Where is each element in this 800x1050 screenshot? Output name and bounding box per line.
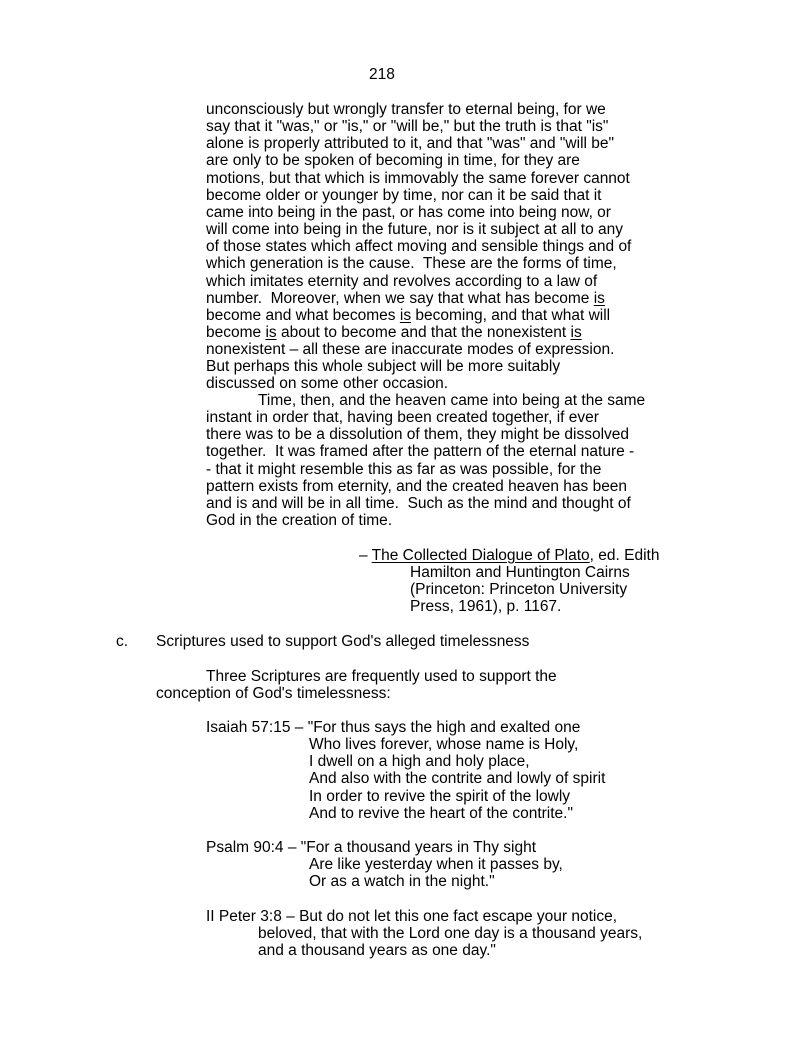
quote-line: become is about to become and that the nonexistent is (206, 323, 582, 341)
scripture-first-line (206, 908, 617, 925)
citation-title: The Collected Dialogue of Plato (371, 547, 590, 564)
scripture-line: In order to revive the spirit of the lowly (309, 787, 571, 805)
scripture-reference: Psalm 90:4 – (206, 839, 301, 856)
quote-line: came into being in the past, or has come into being now, or (206, 203, 611, 221)
quote-line: - that it might resemble this as far as was possible, for the (206, 460, 602, 478)
quote-line: But perhaps this whole subject will be more suitably (206, 358, 561, 376)
citation-line: – The Collected Dialogue of Plato, ed. Edith (359, 547, 660, 564)
scripture-line: Or as a watch in the night." (309, 873, 495, 891)
quote-line: there was to be a dissolution of them, they might be dissolved (206, 426, 630, 444)
quote-line: Time, then, and the heaven came into being at the same (258, 392, 646, 409)
quote-line: unconsciously but wrongly transfer to eternal being, for we (206, 101, 606, 118)
page-number: 218 (369, 66, 395, 83)
quote-line: together. It was framed after the pattern of the eternal nature - (206, 443, 635, 461)
quote-line: and is and will be in all time. Such as the mind and thought of (206, 494, 631, 512)
underlined-word: is (593, 289, 605, 307)
quote-line: which imitates eternity and revolves according to a law of (206, 272, 598, 290)
section-intro-line: conception of God's timelessness: (156, 685, 391, 702)
scripture-text: "For thus says the high and exalted one (307, 719, 581, 736)
quote-line: alone is properly attributed to it, and that "was" and "will be" (206, 135, 615, 153)
citation-line: Press, 1961), p. 1167. (410, 598, 562, 616)
scripture-line: and a thousand years as one day." (258, 942, 496, 960)
scripture-first-line (206, 719, 580, 736)
section-intro-line: Three Scriptures are frequently used to support the (206, 668, 557, 685)
scripture-line: And also with the contrite and lowly of spirit (309, 770, 606, 788)
scripture-line: And to revive the heart of the contrite." (309, 804, 573, 822)
quote-line: say that it "was," or "is," or "will be," but the truth is that "is" (206, 118, 609, 136)
scripture-line: beloved, that with the Lord one day is a thousand years, (258, 925, 643, 943)
scripture-text: But do not let this one fact escape your notice, (299, 908, 618, 925)
quote-line: pattern exists from eternity, and the created heaven has been (206, 477, 628, 495)
section-heading: Scriptures used to support God's alleged timelessness (156, 633, 530, 650)
citation-line: Hamilton and Huntington Cairns (410, 564, 630, 581)
scripture-line: I dwell on a high and holy place, (309, 753, 530, 771)
section-label: c. (116, 633, 129, 650)
scripture-line: Are like yesterday when it passes by, (309, 856, 563, 874)
quote-line: number. Moreover, when we say that what has become is (206, 289, 605, 307)
underlined-word: is (570, 323, 582, 341)
scripture-reference: II Peter 3:8 – (206, 908, 300, 925)
quote-line: discussed on some other occasion. (206, 375, 449, 393)
scripture-first-line (206, 839, 536, 856)
quote-line: which generation is the cause. These are the forms of time, (206, 255, 617, 273)
citation-line: (Princeton: Princeton University (410, 581, 628, 599)
scripture-line: Who lives forever, whose name is Holy, (309, 736, 579, 754)
quote-line: become older or younger by time, nor can it be said that it (206, 186, 602, 204)
quote-line: will come into being in the future, nor is it subject at all to any (206, 221, 623, 239)
quote-line: instant in order that, having been created together, if ever (206, 409, 599, 427)
quote-line: become and what becomes is becoming, and that what will (206, 306, 611, 324)
quote-line: of those states which affect moving and sensible things and of (206, 238, 632, 256)
scripture-reference: Isaiah 57:15 – (206, 719, 308, 736)
quote-line: nonexistent – all these are inaccurate modes of expression. (206, 341, 615, 359)
underlined-word: is (399, 306, 412, 324)
quote-line: God in the creation of time. (206, 512, 393, 530)
quote-line: motions, but that which is immovably the same forever cannot (206, 169, 630, 187)
underlined-word: is (265, 323, 277, 341)
scripture-text: "For a thousand years in Thy sight (300, 839, 537, 856)
quote-line: are only to be spoken of becoming in time, for they are (206, 152, 580, 170)
